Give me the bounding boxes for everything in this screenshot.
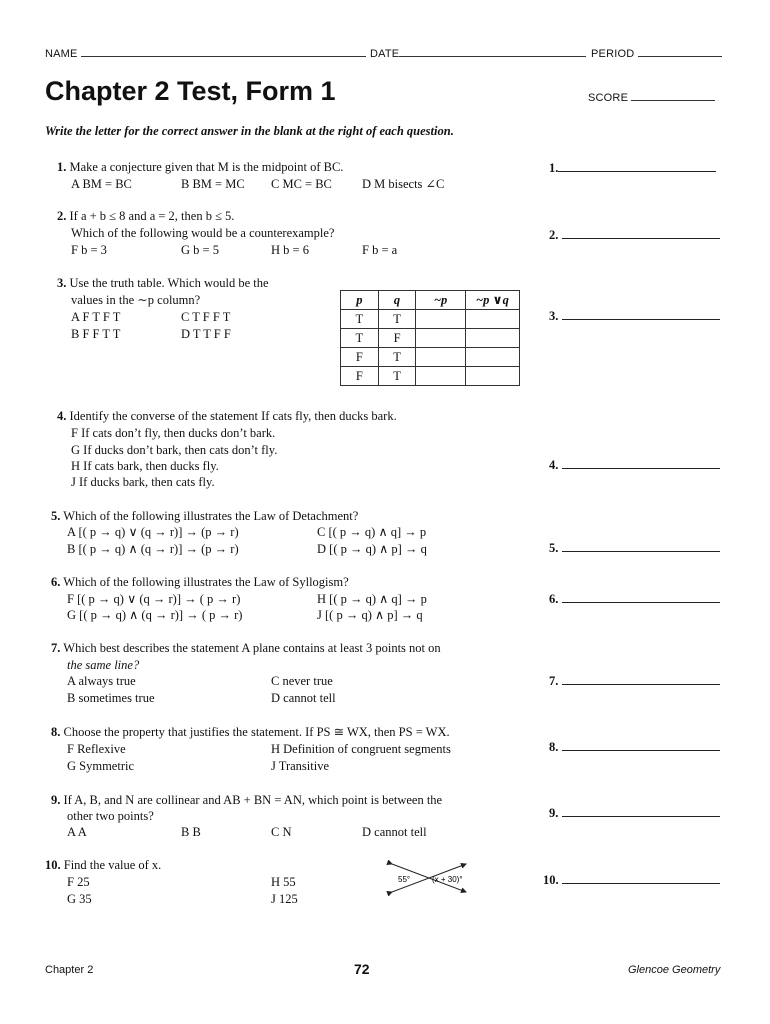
question-number: 5. [51,509,61,523]
q7-choice-d[interactable]: D cannot tell [271,691,336,705]
answer-blank-8[interactable]: 8. [549,739,720,755]
question-text: If A, B, and N are collinear and AB + BN = AN, which point is between the [63,793,443,807]
question-text: Make a conjecture given that M is the midpoint of BC. [69,160,344,174]
question-7 [51,640,441,657]
question-text-2: the same line? [67,658,140,672]
q5-choice-a[interactable]: A [( p → q) ∨ (q → r)] → (p → r) [67,525,239,539]
q4-choice-g[interactable]: G If ducks don’t bark, then cats don’t fly. [71,443,278,457]
date-label: DATE [370,48,400,60]
answer-blank-2[interactable]: 2. [549,227,720,243]
question-10 [45,857,161,874]
q10-choice-j[interactable]: J 125 [271,892,298,906]
question-number: 9. [51,793,61,807]
q3-choice-c[interactable]: C T F F T [181,310,231,324]
tt-header-q: q [378,291,416,310]
q2-choice-f2[interactable]: F b = a [362,243,398,257]
question-text: Which of the following illustrates the Law of Detachment? [63,509,359,523]
question-text-2: Which of the following would be a counterexample? [71,226,335,240]
q7-choice-b[interactable]: B sometimes true [67,691,155,705]
question-text: Which best describes the statement A plane contains at least 3 points not on [63,641,441,655]
q9-choice-c[interactable]: C N [271,825,292,839]
answer-blank-6[interactable]: 6. [549,591,720,607]
question-5 [51,508,358,525]
q10-choice-h[interactable]: H 55 [271,875,296,889]
question-4 [57,408,397,425]
question-text: If a + b ≤ 8 and a = 2, then b ≤ 5. [69,209,235,223]
q2-choice-h[interactable]: H b = 6 [271,243,309,257]
question-number: 7. [51,641,61,655]
answer-blank-10[interactable]: 10. [543,872,720,888]
q8-choice-g[interactable]: G Symmetric [67,759,135,773]
question-number: 4. [57,409,67,423]
name-field[interactable] [45,47,366,60]
tt-header-not-p: ~p [416,291,465,310]
answer-blank-4[interactable]: 4. [549,457,720,473]
question-text-2: other two points? [67,809,154,823]
question-text: Use the truth table. Which would be the [69,276,269,290]
score-label: SCORE [588,92,629,104]
name-label: NAME [45,48,78,60]
q7-choice-c[interactable]: C never true [271,674,333,688]
q10-choice-f[interactable]: F 25 [67,875,90,889]
period-label: PERIOD [591,48,635,60]
footer-chapter: Chapter 2 [45,964,94,976]
q2-choice-f[interactable]: F b = 3 [71,243,107,257]
table-row: F T [341,348,520,367]
period-field[interactable] [591,47,722,60]
q5-choice-d[interactable]: D [( p → q) ∧ p] → q [317,542,427,556]
q5-choice-b[interactable]: B [( p → q) ∧ (q → r)] → (p → r) [67,542,239,556]
score-field[interactable] [588,91,715,104]
question-text: Identify the converse of the statement If cats fly, then ducks bark. [69,409,397,423]
question-text-2: values in the ∼p column? [71,293,201,307]
angle-label-2: (x + 30)° [432,875,463,884]
question-2 [57,208,234,225]
q6-choice-j[interactable]: J [( p → q) ∧ p] → q [317,608,423,622]
q6-choice-h[interactable]: H [( p → q) ∧ q] → p [317,592,427,606]
table-row: F T [341,367,520,386]
question-text: Find the value of x. [63,858,162,872]
question-number: 6. [51,575,61,589]
angle-label-1: 55° [398,875,411,884]
question-number: 10. [45,858,61,872]
tt-header-p: p [341,291,379,310]
table-row: T T [341,310,520,329]
q2-choice-g[interactable]: G b = 5 [181,243,219,257]
question-1 [57,159,343,176]
q9-choice-d[interactable]: D cannot tell [362,825,427,839]
answer-blank-5[interactable]: 5. [549,540,720,556]
page-number: 72 [354,961,370,977]
q1-choice-b[interactable]: B BM = MC [181,177,245,191]
truth-table [340,290,520,386]
question-number: 8. [51,725,61,739]
table-row: T F [341,329,520,348]
question-number: 1. [57,160,67,174]
q8-choice-h[interactable]: H Definition of congruent segments [271,742,451,756]
question-6 [51,574,349,591]
q8-choice-f[interactable]: F Reflexive [67,742,126,756]
q7-choice-a[interactable]: A always true [67,674,136,688]
q4-choice-f[interactable]: F If cats don’t fly, then ducks don’t bark. [71,426,276,440]
q6-choice-f[interactable]: F [( p → q) ∨ (q → r)] → ( p → r) [67,592,241,606]
intersecting-lines-figure [386,860,472,896]
question-9 [51,792,442,809]
q1-choice-c[interactable]: C MC = BC [271,177,332,191]
question-text: Choose the property that justifies the statement. If PS ≅ WX, then PS = WX. [63,725,450,739]
q9-choice-b[interactable]: B B [181,825,201,839]
answer-blank-3[interactable]: 3. [549,308,720,324]
question-3 [57,275,269,292]
instructions: Write the letter for the correct answer in the blank at the right of each question. [45,124,454,138]
q3-choice-d[interactable]: D T T F F [181,327,231,341]
q9-choice-a[interactable]: A A [67,825,87,839]
q1-choice-d[interactable]: D M bisects ∠C [362,177,445,191]
answer-blank-9[interactable]: 9. [549,805,720,821]
answer-blank-7[interactable]: 7. [549,673,720,689]
question-text: Which of the following illustrates the Law of Syllogism? [63,575,349,589]
q3-choice-a[interactable]: A F T F T [71,310,121,324]
q3-choice-b[interactable]: B F F T T [71,327,121,341]
question-number: 2. [57,209,67,223]
footer-book-title: Glencoe Geometry [628,964,721,976]
q10-choice-g[interactable]: G 35 [67,892,92,906]
tt-header-not-p-or-q: ~p ∨q [465,291,519,310]
q8-choice-j[interactable]: J Transitive [271,759,330,773]
question-8 [51,724,450,741]
q6-choice-g[interactable]: G [( p → q) ∧ (q → r)] → ( p → r) [67,608,243,622]
question-number: 3. [57,276,67,290]
q4-choice-j[interactable]: J If ducks bark, then cats fly. [71,475,215,489]
q5-choice-c[interactable]: C [( p → q) ∧ q] → p [317,525,427,539]
date-field[interactable] [370,47,586,60]
q1-choice-a[interactable]: A BM = BC [71,177,132,191]
q4-choice-h[interactable]: H If cats bark, then ducks fly. [71,459,219,473]
page-title: Chapter 2 Test, Form 1 [45,76,336,106]
answer-blank-1[interactable]: 1. [549,160,716,176]
